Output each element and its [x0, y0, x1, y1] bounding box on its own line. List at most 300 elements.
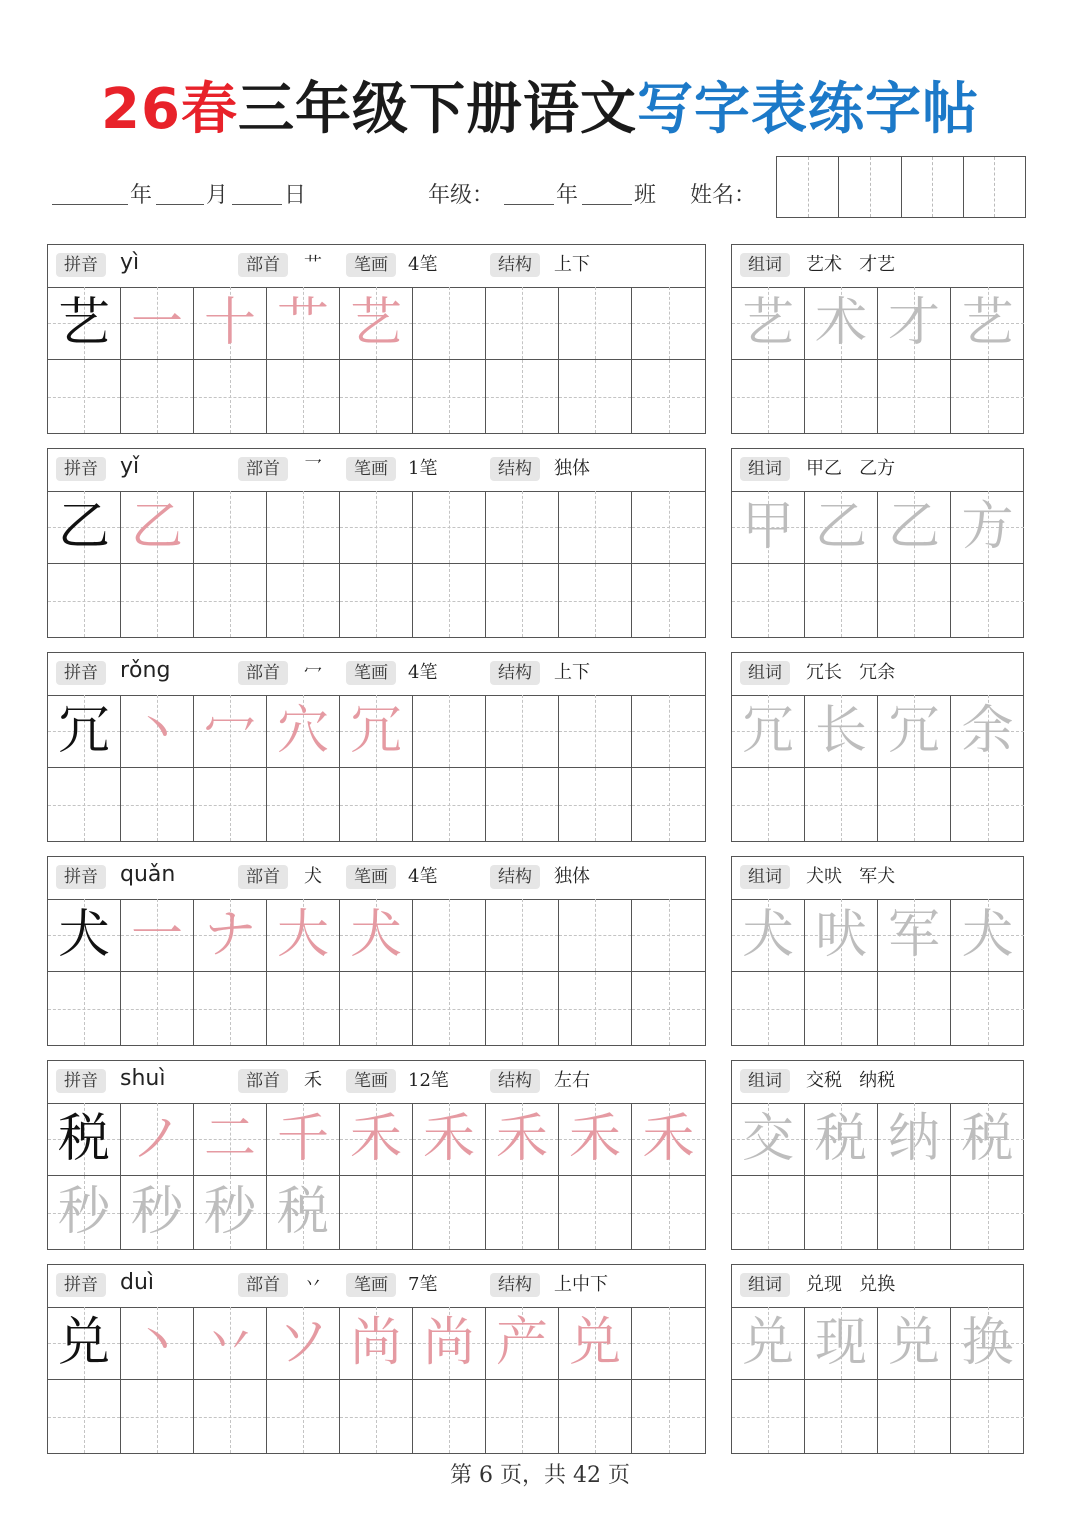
- trace-character: 余: [961, 701, 1014, 761]
- word-cell[interactable]: [951, 768, 1024, 841]
- writing-cell[interactable]: [340, 972, 413, 1045]
- writing-cell[interactable]: [413, 972, 486, 1045]
- trace-character: 乙: [887, 497, 940, 557]
- writing-cell[interactable]: [340, 1380, 413, 1453]
- stroke-step: 兑: [568, 1313, 621, 1373]
- pinyin-label: 拼音: [56, 253, 106, 277]
- writing-cell[interactable]: [413, 564, 486, 637]
- writing-cell[interactable]: [340, 768, 413, 841]
- word-cell[interactable]: [732, 287, 805, 360]
- name-box[interactable]: [964, 157, 1025, 217]
- writing-cell[interactable]: [340, 287, 413, 360]
- pinyin-label: 拼音: [56, 1069, 106, 1093]
- trace-character: 交: [741, 1109, 794, 1169]
- word-cell[interactable]: [951, 1103, 1024, 1176]
- writing-cell[interactable]: [48, 564, 121, 637]
- stroke-step: 一: [130, 905, 183, 965]
- word-cell[interactable]: [732, 1176, 805, 1249]
- writing-cell[interactable]: [559, 491, 632, 564]
- writing-cell[interactable]: [121, 1380, 194, 1453]
- word-cell[interactable]: [878, 491, 951, 564]
- word-cell[interactable]: [732, 1380, 805, 1453]
- word-cell[interactable]: [805, 564, 878, 637]
- writing-cell[interactable]: [413, 491, 486, 564]
- writing-cell[interactable]: [194, 899, 267, 972]
- practice-block: [47, 1060, 706, 1250]
- writing-cell[interactable]: [340, 695, 413, 768]
- pinyin-value: rǒng: [120, 658, 171, 683]
- class-label: 班: [634, 183, 657, 208]
- month-label: 月: [206, 183, 229, 208]
- word-cell[interactable]: [878, 695, 951, 768]
- name-box[interactable]: [839, 157, 901, 217]
- radical-label: 部首: [238, 457, 288, 481]
- writing-cell[interactable]: [486, 491, 559, 564]
- writing-cell[interactable]: [194, 1380, 267, 1453]
- writing-cell[interactable]: [340, 1103, 413, 1176]
- writing-cell[interactable]: [194, 1103, 267, 1176]
- stroke-step: 丶: [130, 1313, 183, 1373]
- word-block: [731, 856, 1024, 1046]
- writing-cell[interactable]: [267, 768, 340, 841]
- char-info-header: [48, 1265, 705, 1308]
- day-blank[interactable]: [232, 204, 282, 205]
- radical-value: 乛: [304, 458, 322, 479]
- radical-value: 犬: [304, 866, 322, 887]
- strokes-label: 笔画: [346, 1069, 396, 1093]
- writing-cell[interactable]: [559, 972, 632, 1045]
- word-block: [731, 1060, 1024, 1250]
- word-header: [732, 1265, 1023, 1308]
- writing-cell[interactable]: [559, 1307, 632, 1380]
- char-info-header: [48, 857, 705, 900]
- stroke-step: 税: [276, 1182, 329, 1242]
- stroke-step: 秒: [130, 1182, 183, 1242]
- writing-cell[interactable]: [413, 1307, 486, 1380]
- model-character: 冗: [57, 701, 110, 761]
- writing-cell[interactable]: [632, 972, 705, 1045]
- writing-cell[interactable]: [48, 1176, 121, 1249]
- word-grid: [732, 287, 1024, 433]
- title-part-1: 26春: [101, 77, 238, 142]
- word-grid: [732, 695, 1024, 841]
- word-cell[interactable]: [732, 360, 805, 433]
- writing-cell[interactable]: [267, 1307, 340, 1380]
- day-label: 日: [284, 183, 307, 208]
- writing-cell[interactable]: [632, 899, 705, 972]
- writing-cell[interactable]: [486, 1103, 559, 1176]
- writing-cell[interactable]: [413, 1380, 486, 1453]
- trace-character: 乙: [814, 497, 867, 557]
- word-cell[interactable]: [732, 695, 805, 768]
- stroke-step: 千: [276, 1109, 329, 1169]
- writing-cell[interactable]: [632, 1176, 705, 1249]
- model-character: 乙: [57, 497, 110, 557]
- writing-cell[interactable]: [413, 360, 486, 433]
- stroke-step: 一: [130, 293, 183, 353]
- year-blank[interactable]: [52, 204, 128, 205]
- radical-label: 部首: [238, 1069, 288, 1093]
- writing-cell[interactable]: [340, 360, 413, 433]
- word-grid: [732, 491, 1024, 637]
- writing-cell[interactable]: [340, 899, 413, 972]
- word-cell[interactable]: [878, 1176, 951, 1249]
- pinyin-value: shuì: [120, 1066, 166, 1091]
- strokes-label: 笔画: [346, 457, 396, 481]
- strokes-value: 4笔: [408, 254, 438, 275]
- writing-cell[interactable]: [267, 287, 340, 360]
- writing-cell[interactable]: [486, 360, 559, 433]
- strokes-label: 笔画: [346, 253, 396, 277]
- stroke-step: 丷: [203, 1313, 256, 1373]
- writing-cell[interactable]: [486, 1307, 559, 1380]
- writing-cell[interactable]: [267, 972, 340, 1045]
- writing-cell[interactable]: [48, 287, 121, 360]
- word-cell[interactable]: [951, 972, 1024, 1045]
- trace-character: 艺: [961, 293, 1014, 353]
- month-blank[interactable]: [156, 204, 204, 205]
- writing-cell[interactable]: [48, 899, 121, 972]
- structure-value: 上中下: [554, 1274, 608, 1295]
- name-boxes[interactable]: [776, 156, 1026, 218]
- writing-cell[interactable]: [632, 1103, 705, 1176]
- char-info-header: [48, 653, 705, 696]
- word-cell[interactable]: [951, 491, 1024, 564]
- radical-label: 部首: [238, 865, 288, 889]
- writing-cell[interactable]: [48, 360, 121, 433]
- word-cell[interactable]: [732, 972, 805, 1045]
- word-cell[interactable]: [878, 360, 951, 433]
- stroke-step: 禾: [568, 1109, 621, 1169]
- practice-block: [47, 448, 706, 638]
- writing-cell[interactable]: [632, 491, 705, 564]
- word-cell[interactable]: [878, 564, 951, 637]
- writing-cell[interactable]: [121, 768, 194, 841]
- word-cell[interactable]: [732, 1103, 805, 1176]
- page-number: 第 6 页，共 42 页: [450, 1463, 630, 1488]
- writing-cell[interactable]: [194, 287, 267, 360]
- title-part-3: 写字表练字帖: [636, 77, 979, 142]
- word-header: [732, 1061, 1023, 1104]
- writing-cell[interactable]: [267, 564, 340, 637]
- writing-cell[interactable]: [340, 491, 413, 564]
- structure-label: 结构: [490, 253, 540, 277]
- writing-cell[interactable]: [48, 695, 121, 768]
- word-cell[interactable]: [805, 1103, 878, 1176]
- word-cell[interactable]: [878, 1103, 951, 1176]
- writing-cell[interactable]: [267, 1176, 340, 1249]
- writing-cell[interactable]: [194, 564, 267, 637]
- stroke-step: 冗: [349, 701, 402, 761]
- word-cell[interactable]: [951, 1380, 1024, 1453]
- writing-cell[interactable]: [486, 972, 559, 1045]
- practice-block: [47, 652, 706, 842]
- word-cell[interactable]: [805, 1380, 878, 1453]
- words-value: 交税 纳税: [806, 1070, 896, 1091]
- practice-block: [47, 244, 706, 434]
- word-cell[interactable]: [805, 491, 878, 564]
- stroke-step: 秒: [57, 1182, 110, 1242]
- class-blank[interactable]: [582, 204, 632, 205]
- stroke-step: 冖: [203, 701, 256, 761]
- writing-cell[interactable]: [121, 491, 194, 564]
- radical-label: 部首: [238, 661, 288, 685]
- word-block: [731, 1264, 1024, 1454]
- writing-grid: [48, 287, 705, 433]
- trace-character: 税: [961, 1109, 1014, 1169]
- trace-character: 术: [814, 293, 867, 353]
- word-cell[interactable]: [805, 1176, 878, 1249]
- stroke-step: 丶: [130, 701, 183, 761]
- writing-cell[interactable]: [632, 564, 705, 637]
- word-block: [731, 652, 1024, 842]
- writing-cell[interactable]: [194, 768, 267, 841]
- writing-cell[interactable]: [340, 1307, 413, 1380]
- writing-cell[interactable]: [194, 1307, 267, 1380]
- writing-cell[interactable]: [632, 695, 705, 768]
- char-info-header: [48, 245, 705, 288]
- structure-label: 结构: [490, 457, 540, 481]
- word-cell[interactable]: [732, 564, 805, 637]
- writing-cell[interactable]: [194, 360, 267, 433]
- word-cell[interactable]: [805, 1307, 878, 1380]
- writing-cell[interactable]: [632, 360, 705, 433]
- writing-cell[interactable]: [413, 1176, 486, 1249]
- writing-cell[interactable]: [121, 287, 194, 360]
- writing-cell[interactable]: [486, 695, 559, 768]
- word-cell[interactable]: [732, 768, 805, 841]
- word-cell[interactable]: [951, 564, 1024, 637]
- name-box[interactable]: [777, 157, 839, 217]
- writing-cell[interactable]: [121, 899, 194, 972]
- grade-label: 年级：: [428, 183, 495, 208]
- word-header: [732, 245, 1023, 288]
- writing-cell[interactable]: [267, 1103, 340, 1176]
- writing-cell[interactable]: [632, 1380, 705, 1453]
- word-cell[interactable]: [951, 1176, 1024, 1249]
- word-cell[interactable]: [878, 1307, 951, 1380]
- writing-cell[interactable]: [486, 768, 559, 841]
- writing-cell[interactable]: [559, 287, 632, 360]
- writing-cell[interactable]: [340, 564, 413, 637]
- words-label: 组词: [740, 253, 790, 277]
- writing-cell[interactable]: [559, 1176, 632, 1249]
- words-label: 组词: [740, 1273, 790, 1297]
- pinyin-value: yì: [120, 250, 140, 275]
- name-label: 姓名：: [690, 183, 757, 208]
- writing-cell[interactable]: [48, 768, 121, 841]
- writing-cell[interactable]: [267, 491, 340, 564]
- writing-cell[interactable]: [413, 695, 486, 768]
- trace-character: 兑: [887, 1313, 940, 1373]
- word-cell[interactable]: [732, 899, 805, 972]
- structure-label: 结构: [490, 1069, 540, 1093]
- pinyin-value: quǎn: [120, 862, 176, 887]
- radical-value: 冖: [304, 662, 322, 683]
- words-value: 兑现 兑换: [806, 1274, 896, 1295]
- radical-value: 禾: [304, 1070, 322, 1091]
- pinyin-label: 拼音: [56, 865, 106, 889]
- writing-cell[interactable]: [486, 1380, 559, 1453]
- date-grade-row: [52, 176, 772, 212]
- structure-value: 上下: [554, 254, 590, 275]
- writing-cell[interactable]: [121, 1176, 194, 1249]
- structure-value: 左右: [554, 1070, 590, 1091]
- trace-character: 甲: [741, 497, 794, 557]
- writing-cell[interactable]: [121, 564, 194, 637]
- structure-value: 独体: [554, 866, 590, 887]
- writing-cell[interactable]: [413, 1103, 486, 1176]
- writing-cell[interactable]: [486, 1176, 559, 1249]
- pinyin-label: 拼音: [56, 661, 106, 685]
- word-cell[interactable]: [805, 768, 878, 841]
- word-block: [731, 448, 1024, 638]
- stroke-step: 艹: [276, 293, 329, 353]
- word-cell[interactable]: [878, 899, 951, 972]
- writing-cell[interactable]: [121, 1103, 194, 1176]
- trace-character: 兑: [741, 1313, 794, 1373]
- writing-cell[interactable]: [121, 360, 194, 433]
- word-cell[interactable]: [951, 287, 1024, 360]
- year-label: 年: [130, 183, 153, 208]
- writing-grid: [48, 491, 705, 637]
- writing-cell[interactable]: [632, 287, 705, 360]
- model-character: 兑: [57, 1313, 110, 1373]
- word-cell[interactable]: [732, 1307, 805, 1380]
- strokes-value: 4笔: [408, 662, 438, 683]
- trace-character: 税: [814, 1109, 867, 1169]
- writing-cell[interactable]: [413, 899, 486, 972]
- structure-label: 结构: [490, 865, 540, 889]
- stroke-step: 穴: [276, 701, 329, 761]
- writing-cell[interactable]: [486, 564, 559, 637]
- word-grid: [732, 1103, 1024, 1249]
- writing-cell[interactable]: [121, 1307, 194, 1380]
- word-cell[interactable]: [951, 899, 1024, 972]
- writing-cell[interactable]: [632, 768, 705, 841]
- trace-character: 冗: [887, 701, 940, 761]
- word-cell[interactable]: [805, 899, 878, 972]
- word-cell[interactable]: [878, 768, 951, 841]
- writing-cell[interactable]: [48, 491, 121, 564]
- word-cell[interactable]: [732, 491, 805, 564]
- writing-cell[interactable]: [194, 972, 267, 1045]
- writing-cell[interactable]: [194, 1176, 267, 1249]
- trace-character: 吠: [814, 905, 867, 965]
- writing-cell[interactable]: [194, 491, 267, 564]
- pinyin-value: yǐ: [120, 454, 140, 479]
- stroke-step: 乙: [130, 497, 183, 557]
- writing-cell[interactable]: [559, 1103, 632, 1176]
- structure-value: 独体: [554, 458, 590, 479]
- writing-cell[interactable]: [48, 972, 121, 1045]
- stroke-step: ソ: [276, 1313, 329, 1373]
- writing-cell[interactable]: [559, 899, 632, 972]
- word-cell[interactable]: [805, 972, 878, 1045]
- strokes-value: 4笔: [408, 866, 438, 887]
- writing-cell[interactable]: [559, 360, 632, 433]
- writing-cell[interactable]: [48, 1380, 121, 1453]
- name-box[interactable]: [902, 157, 964, 217]
- strokes-label: 笔画: [346, 661, 396, 685]
- word-cell[interactable]: [951, 695, 1024, 768]
- word-cell[interactable]: [878, 287, 951, 360]
- writing-cell[interactable]: [559, 1380, 632, 1453]
- words-label: 组词: [740, 865, 790, 889]
- word-cell[interactable]: [951, 360, 1024, 433]
- stroke-step: 禾: [349, 1109, 402, 1169]
- grade-year-blank[interactable]: [504, 204, 554, 205]
- trace-character: 冗: [741, 701, 794, 761]
- stroke-step: 二: [203, 1109, 256, 1169]
- writing-cell[interactable]: [267, 1380, 340, 1453]
- writing-cell[interactable]: [413, 768, 486, 841]
- pinyin-label: 拼音: [56, 1273, 106, 1297]
- model-character: 税: [57, 1109, 110, 1169]
- pinyin-label: 拼音: [56, 457, 106, 481]
- trace-character: 才: [887, 293, 940, 353]
- word-header: [732, 449, 1023, 492]
- words-value: 冗长 冗余: [806, 662, 896, 683]
- practice-block: [47, 856, 706, 1046]
- word-cell[interactable]: [951, 1307, 1024, 1380]
- words-label: 组词: [740, 661, 790, 685]
- writing-cell[interactable]: [121, 695, 194, 768]
- writing-cell[interactable]: [194, 695, 267, 768]
- stroke-step: 尚: [422, 1313, 475, 1373]
- word-header: [732, 653, 1023, 696]
- writing-cell[interactable]: [559, 768, 632, 841]
- writing-cell[interactable]: [559, 564, 632, 637]
- stroke-step: 秒: [203, 1182, 256, 1242]
- writing-cell[interactable]: [340, 1176, 413, 1249]
- writing-grid: [48, 1307, 705, 1453]
- strokes-value: 12笔: [408, 1070, 449, 1091]
- word-cell[interactable]: [878, 972, 951, 1045]
- char-info-header: [48, 1061, 705, 1104]
- trace-character: 纳: [887, 1109, 940, 1169]
- writing-cell[interactable]: [632, 1307, 705, 1380]
- words-value: 艺术 才艺: [806, 254, 896, 275]
- writing-cell[interactable]: [413, 287, 486, 360]
- stroke-step: ノ: [130, 1109, 183, 1169]
- writing-cell[interactable]: [267, 695, 340, 768]
- writing-cell[interactable]: [559, 695, 632, 768]
- radical-value: 艹: [304, 254, 322, 275]
- practice-block: [47, 1264, 706, 1454]
- title-part-2: 三年级下册语文: [237, 77, 637, 142]
- writing-cell[interactable]: [486, 899, 559, 972]
- word-cell[interactable]: [805, 360, 878, 433]
- word-cell[interactable]: [805, 695, 878, 768]
- stroke-step: 大: [276, 905, 329, 965]
- stroke-step: 产: [495, 1313, 548, 1373]
- writing-cell[interactable]: [48, 1307, 121, 1380]
- trace-character: 方: [961, 497, 1014, 557]
- writing-cell[interactable]: [486, 287, 559, 360]
- stroke-step: 禾: [422, 1109, 475, 1169]
- writing-cell[interactable]: [267, 899, 340, 972]
- writing-cell[interactable]: [48, 1103, 121, 1176]
- writing-cell[interactable]: [121, 972, 194, 1045]
- writing-cell[interactable]: [267, 360, 340, 433]
- structure-label: 结构: [490, 661, 540, 685]
- stroke-step: 犬: [349, 905, 402, 965]
- model-character: 犬: [57, 905, 110, 965]
- word-cell[interactable]: [805, 287, 878, 360]
- strokes-value: 1笔: [408, 458, 438, 479]
- word-cell[interactable]: [878, 1380, 951, 1453]
